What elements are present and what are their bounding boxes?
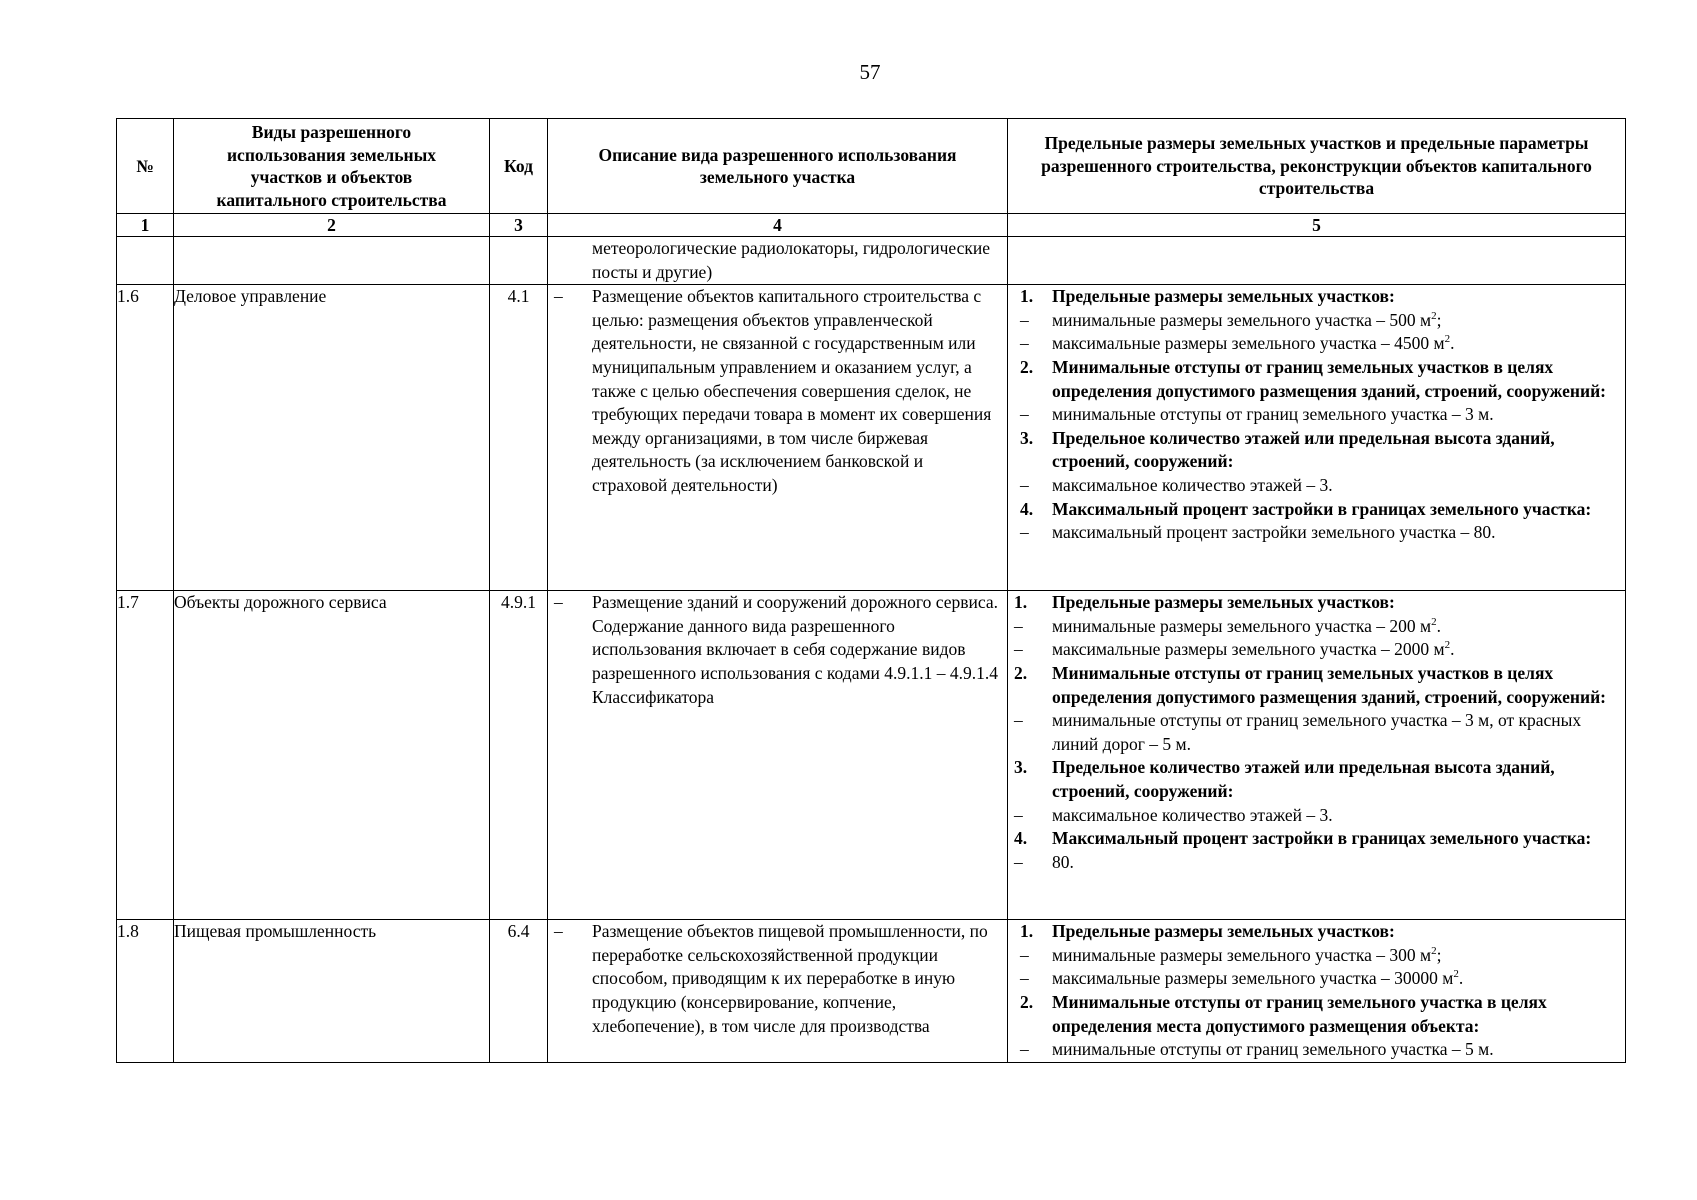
list-number: 2.: [1020, 991, 1034, 1012]
table-row: [117, 591, 1626, 920]
unit-superscript: 2: [1431, 615, 1437, 628]
parameter-text: максимальное количество этажей – 3.: [1052, 804, 1333, 825]
parameter-text: Минимальные отступы от границ земельных участков в целях определения допустимого размещения зданий, строений, сооружений:: [1052, 356, 1606, 401]
parameter-line: [1008, 638, 1625, 662]
column-number: 1: [117, 214, 174, 237]
parameter-text: максимальные размеры земельного участка – 4500 м: [1052, 333, 1445, 354]
header-params: Предельные размеры земельных участков и предельные параметры разрешенного строительства, реконструкции объектов капитального строительства: [1008, 119, 1626, 214]
parameter-line: [1008, 521, 1625, 545]
parameter-value: [1052, 615, 1625, 639]
parameter-punctuation: .: [1450, 639, 1455, 660]
parameter-line: [1008, 967, 1625, 991]
parameter-value: [1052, 967, 1625, 991]
dash-marker: –: [1014, 804, 1023, 825]
row-number: 1.7: [117, 591, 174, 920]
parameter-text: минимальные отступы от границ земельного участка – 3 м.: [1052, 404, 1494, 425]
page-number: 57: [859, 60, 881, 84]
parameter-line: [1008, 427, 1625, 474]
description-text: Размещение объектов пищевой промышленности, по переработке сельскохозяйственной продукции способом, приводящим к их переработке в иную продукцию (консервирование, копчение, хлебопечение), в том числе для производства: [592, 921, 988, 1036]
parameter-value: [1052, 309, 1625, 333]
dash-marker: –: [1014, 851, 1023, 872]
list-number: 2.: [1020, 356, 1034, 377]
parameter-text: Предельные размеры земельных участков:: [1052, 592, 1395, 613]
table-header-row: [117, 119, 1626, 214]
parameter-line: [1008, 1038, 1625, 1062]
column-number: 4: [548, 214, 1008, 237]
row-code: 4.1: [490, 285, 548, 591]
header-desc: Описание вида разрешенного использования земельного участка: [548, 119, 1008, 214]
parameter-line: [1008, 920, 1625, 944]
parameter-heading: [1052, 427, 1625, 474]
parameter-line: [1008, 285, 1625, 309]
parameter-line: [1008, 498, 1625, 522]
dash-marker: –: [554, 921, 563, 942]
row-code: 4.9.1: [490, 591, 548, 920]
parameter-text: Предельное количество этажей или предельная высота зданий, строений, сооружений:: [1052, 427, 1555, 472]
parameter-heading: [1052, 285, 1625, 309]
row-description: [548, 591, 1008, 920]
parameter-line: [1008, 804, 1625, 828]
parameter-line: [1008, 615, 1625, 639]
cell-empty: [174, 237, 490, 285]
list-number: 4.: [1020, 498, 1034, 519]
parameter-heading: [1052, 756, 1625, 803]
parameter-text: максимальное количество этажей – 3.: [1052, 474, 1333, 495]
table-row: [117, 920, 1626, 1063]
parameter-text: максимальные размеры земельного участка – 2000 м: [1052, 639, 1445, 660]
dash-marker: –: [1020, 522, 1029, 543]
parameter-heading: [1052, 662, 1625, 709]
row-number: 1.6: [117, 285, 174, 591]
parameter-line: [1008, 944, 1625, 968]
parameter-line: [1008, 851, 1625, 875]
parameter-value: [1052, 638, 1625, 662]
parameter-value: [1052, 851, 1625, 875]
parameter-text: минимальные отступы от границ земельного участка – 5 м.: [1052, 1039, 1494, 1060]
unit-superscript: 2: [1453, 968, 1459, 981]
unit-superscript: 2: [1431, 944, 1437, 957]
list-number: 3.: [1020, 427, 1034, 448]
list-number: 1.: [1014, 592, 1028, 613]
list-number: 3.: [1014, 757, 1028, 778]
dash-marker: –: [1020, 309, 1029, 330]
description-text: Размещение зданий и сооружений дорожного сервиса. Содержание данного вида разрешенного использования включает в себя содержание видов разрешенного использования с кодами 4.9.1.1 – 4.9.1.4 Классификатора: [592, 592, 999, 707]
parameter-value: [1052, 1038, 1625, 1062]
dash-marker: –: [1014, 710, 1023, 731]
column-number: 3: [490, 214, 548, 237]
parameter-line: [1008, 991, 1625, 1038]
parameter-text: Предельные размеры земельных участков:: [1052, 921, 1395, 942]
row-code: 6.4: [490, 920, 548, 1063]
parameter-value: [1052, 521, 1625, 545]
parameter-line: [1008, 756, 1625, 803]
parameter-line: [1008, 332, 1625, 356]
row-name: Объекты дорожного сервиса: [174, 591, 490, 920]
parameter-punctuation: ;: [1436, 944, 1442, 965]
parameter-value: [1052, 709, 1625, 756]
parameter-line: [1008, 591, 1625, 615]
parameter-text: Предельные размеры земельных участков:: [1052, 286, 1395, 307]
dash-marker: –: [554, 592, 563, 613]
cell-empty: [117, 237, 174, 285]
row-number: 1.8: [117, 920, 174, 1063]
parameter-heading: [1052, 827, 1625, 851]
list-number: 1.: [1020, 921, 1034, 942]
parameter-text: максимальные размеры земельного участка – 30000 м: [1052, 968, 1454, 989]
parameter-text: минимальные размеры земельного участка – 300 м: [1052, 944, 1432, 965]
header-num: №: [117, 119, 174, 214]
dash-marker: –: [1014, 639, 1023, 660]
parameter-value: [1052, 403, 1625, 427]
parameter-punctuation: .: [1436, 615, 1441, 636]
list-number: 4.: [1014, 828, 1028, 849]
parameter-text: Максимальный процент застройки в границах земельного участка:: [1052, 498, 1592, 519]
parameter-value: [1052, 944, 1625, 968]
parameter-text: Минимальные отступы от границ земельного участка в целях определения места допустимого размещения объекта:: [1052, 991, 1547, 1036]
list-number: 2.: [1014, 662, 1028, 683]
row-parameters: [1008, 285, 1626, 591]
parameter-heading: [1052, 498, 1625, 522]
dash-marker: –: [1020, 1039, 1029, 1060]
parameter-line: [1008, 356, 1625, 403]
unit-superscript: 2: [1444, 333, 1451, 346]
parameter-heading: [1052, 920, 1625, 944]
land-use-table: [116, 118, 1626, 1063]
parameter-line: [1008, 827, 1625, 851]
row-name: Пищевая промышленность: [174, 920, 490, 1063]
cell-empty: [1008, 237, 1626, 285]
row-parameters: [1008, 920, 1626, 1063]
cell-empty: [490, 237, 548, 285]
column-number: 5: [1008, 214, 1626, 237]
column-number: 2: [174, 214, 490, 237]
description-text: Размещение объектов капитального строительства с целью: размещения объектов управленческой деятельности, не связанной с государственным или муниципальным управлением и оказанием услуг, а также с целью обеспечения совершения сделок, не требующих передачи товара в момент их совершения между организациями, в том числе биржевая деятельность (за исключением банковской и страховой деятельности): [592, 286, 992, 495]
dash-marker: –: [1020, 944, 1029, 965]
continuation-desc: [548, 237, 1008, 285]
row-parameters: [1008, 591, 1626, 920]
dash-marker: –: [1020, 333, 1029, 354]
row-description: [548, 920, 1008, 1063]
parameter-punctuation: ;: [1436, 309, 1442, 330]
list-number: 1.: [1020, 286, 1034, 307]
parameter-line: [1008, 709, 1625, 756]
parameter-text: минимальные размеры земельного участка – 500 м: [1052, 309, 1432, 330]
parameter-text: минимальные отступы от границ земельного участка – 3 м, от красных линий дорог – 5 м.: [1052, 710, 1582, 754]
parameter-value: [1052, 804, 1625, 828]
dash-marker: –: [1020, 968, 1029, 989]
row-name: Деловое управление: [174, 285, 490, 591]
parameter-line: [1008, 403, 1625, 427]
parameter-text: максимальный процент застройки земельного участка – 80.: [1052, 522, 1496, 543]
continuation-desc-text: метеорологические радиолокаторы, гидрологические посты и другие): [592, 238, 990, 282]
parameter-heading: [1052, 356, 1625, 403]
parameter-heading: [1052, 991, 1625, 1038]
parameter-text: 80.: [1052, 851, 1074, 872]
unit-superscript: 2: [1431, 309, 1437, 322]
dash-marker: –: [554, 286, 563, 307]
parameter-line: [1008, 309, 1625, 333]
parameter-text: Минимальные отступы от границ земельных участков в целях определения допустимого размещения зданий, строений, сооружений:: [1052, 662, 1606, 707]
dash-marker: –: [1014, 615, 1023, 636]
table-row: [117, 285, 1626, 591]
dash-marker: –: [1020, 404, 1029, 425]
parameter-value: [1052, 332, 1625, 356]
unit-superscript: 2: [1444, 639, 1451, 652]
parameter-text: Предельное количество этажей или предельная высота зданий, строений, сооружений:: [1052, 757, 1555, 801]
parameter-punctuation: .: [1458, 968, 1464, 989]
parameter-line: [1008, 662, 1625, 709]
parameter-text: минимальные размеры земельного участка – 200 м: [1052, 615, 1432, 636]
dash-marker: –: [1020, 474, 1029, 495]
continuation-row: [117, 237, 1626, 285]
parameter-line: [1008, 474, 1625, 498]
parameter-value: [1052, 474, 1625, 498]
header-name: Виды разрешенного использования земельных участков и объектов капитального строительства: [174, 119, 490, 214]
header-code: Код: [490, 119, 548, 214]
parameter-text: Максимальный процент застройки в границах земельного участка:: [1052, 828, 1592, 849]
row-description: [548, 285, 1008, 591]
column-numbers-row: [117, 214, 1626, 237]
parameter-punctuation: .: [1450, 333, 1455, 354]
parameter-heading: [1052, 591, 1625, 615]
